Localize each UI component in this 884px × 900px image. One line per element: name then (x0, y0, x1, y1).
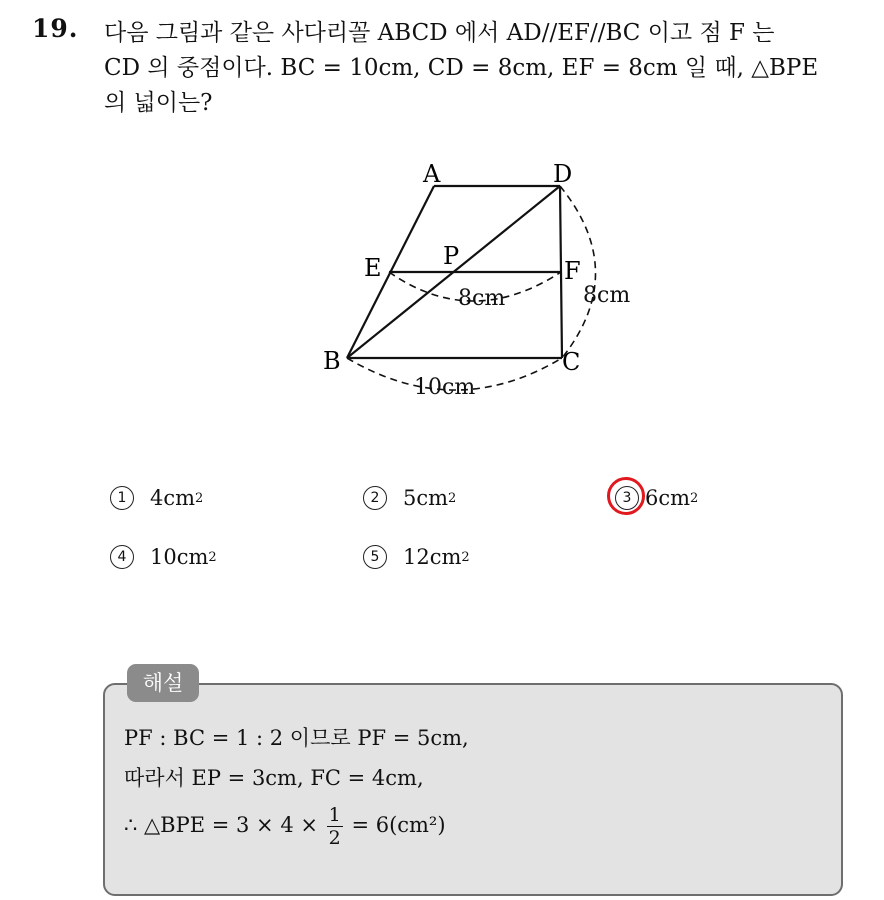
choice-5[interactable] (363, 545, 470, 569)
choice-mark: 5 (363, 545, 387, 569)
question-line-1: 다음 그림과 같은 사다리꼴 ABCD 에서 AD//EF//BC 이고 점 F 는 (104, 20, 775, 46)
explanation-content (124, 718, 469, 849)
label-a: A (423, 160, 441, 188)
choice-exp: 2 (195, 490, 204, 506)
explanation-tag: 해설 (127, 664, 199, 702)
fraction (327, 804, 343, 849)
choice-mark: 2 (363, 486, 387, 510)
choice-mark: 4 (110, 545, 134, 569)
label-f: F (564, 257, 581, 285)
label-cd-length: 8cm (583, 283, 631, 308)
choice-exp: 2 (448, 490, 457, 506)
choice-2[interactable] (363, 486, 456, 510)
explanation-line-3-suffix: = 6(cm²) (351, 813, 446, 837)
choice-text: 5cm (403, 486, 449, 510)
label-b: B (323, 347, 341, 375)
choice-4[interactable] (110, 545, 217, 569)
explanation-line-2: 따라서 EP = 3cm, FC = 4cm, (124, 766, 424, 790)
label-bc-length: 10cm (414, 375, 476, 400)
selected-answer-circle-icon (607, 477, 645, 515)
explanation-line-1: PF : BC = 1 : 2 이므로 PF = 5cm, (124, 726, 469, 750)
choice-3[interactable] (615, 486, 698, 510)
choice-text: 6cm (645, 486, 691, 510)
choice-text: 4cm (150, 486, 196, 510)
choice-exp: 2 (208, 549, 217, 565)
label-p: P (443, 242, 460, 270)
label-c: C (562, 348, 581, 376)
choice-mark: 1 (110, 486, 134, 510)
answer-choices (110, 486, 810, 596)
question-number: 19. (32, 14, 79, 43)
label-d: D (553, 160, 573, 188)
choice-exp: 2 (690, 490, 699, 506)
choice-mark: 3 (615, 486, 639, 510)
fraction-denominator: 2 (328, 827, 341, 849)
explanation-line-3-prefix: ∴ △BPE = 3 × 4 × (124, 813, 318, 837)
explanation-line-3 (124, 804, 469, 849)
choice-text: 12cm (403, 545, 462, 569)
fraction-numerator: 1 (328, 804, 341, 826)
question-line-3: 의 넓이는? (104, 90, 213, 116)
choice-text: 10cm (150, 545, 209, 569)
label-ef-length: 8cm (458, 286, 506, 311)
choice-exp: 2 (461, 549, 470, 565)
question-line-2: CD 의 중점이다. BC = 10cm, CD = 8cm, EF = 8cm 일 때, △BPE (104, 55, 819, 81)
label-e: E (364, 254, 382, 282)
choice-1[interactable] (110, 486, 203, 510)
